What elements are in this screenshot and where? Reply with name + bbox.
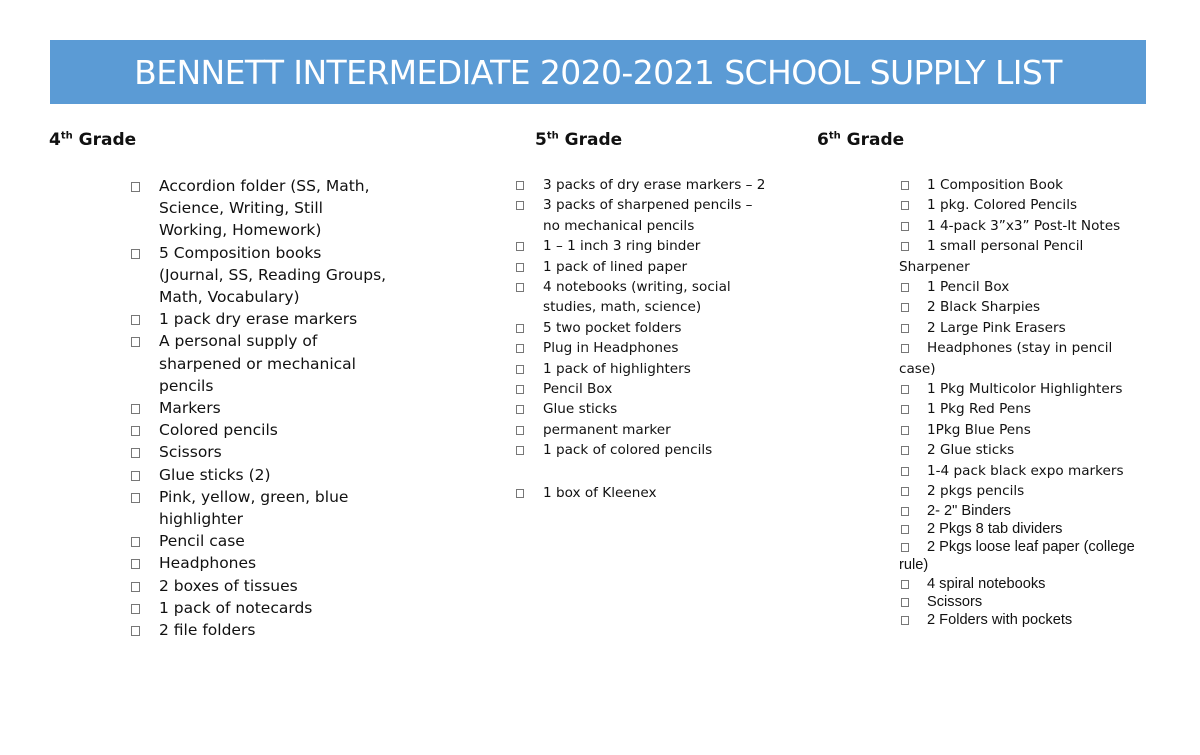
checkbox[interactable] [131, 337, 140, 347]
list-item: 4 notebooks (writing, social studies, math, science) [515, 277, 785, 318]
checkbox[interactable] [901, 405, 909, 414]
checkbox[interactable] [516, 242, 524, 251]
list-item: Pencil Box [515, 379, 785, 399]
checkbox[interactable] [516, 344, 524, 353]
checkbox[interactable] [131, 559, 140, 569]
list-item: 2 boxes of tissues [130, 575, 410, 597]
list-item: 5 Composition books (Journal, SS, Reading Groups, Math, Vocabulary) [130, 242, 410, 309]
checkbox[interactable] [131, 582, 140, 592]
checkbox[interactable] [901, 543, 909, 552]
checkbox[interactable] [901, 201, 909, 210]
checkbox[interactable] [131, 426, 140, 436]
checkbox[interactable] [901, 487, 909, 496]
checkbox[interactable] [516, 385, 524, 394]
list-item: 1 pack dry erase markers [130, 308, 410, 330]
list-item: 2 file folders [130, 619, 410, 641]
list-item: A personal supply of sharpened or mechanical pencils [130, 330, 410, 397]
checkbox[interactable] [901, 344, 909, 353]
list-item: 2 Glue sticks [899, 440, 1189, 460]
list-item: Plug in Headphones [515, 338, 785, 358]
list-item: 2 Large Pink Erasers [899, 318, 1189, 338]
checkbox[interactable] [901, 525, 909, 534]
checkbox[interactable] [516, 263, 524, 272]
checkbox[interactable] [516, 201, 524, 210]
checkbox[interactable] [516, 181, 524, 190]
checkbox[interactable] [901, 616, 909, 625]
list-item: 1Pkg Blue Pens [899, 420, 1189, 440]
list-item: Headphones [130, 552, 410, 574]
checkbox[interactable] [131, 493, 140, 503]
list-item: 4 spiral notebooks [899, 575, 1189, 593]
list-item: 1 pack of notecards [130, 597, 410, 619]
list-item: Scissors [130, 441, 410, 463]
list-item: 5 two pocket folders [515, 318, 785, 338]
list-item: Glue sticks [515, 399, 785, 419]
list-item: 1 box of Kleenex [515, 483, 785, 503]
checkbox[interactable] [131, 471, 140, 481]
checkbox[interactable] [901, 598, 909, 607]
grade-4-supply-list [130, 175, 410, 641]
grade-6-heading: 6th Grade [817, 130, 905, 150]
checkbox[interactable] [901, 467, 909, 476]
checkbox[interactable] [131, 182, 140, 192]
list-item: 3 packs of dry erase markers – 2 [515, 175, 785, 195]
checkbox[interactable] [516, 489, 524, 498]
list-item: 1 4-pack 3”x3” Post-It Notes [899, 216, 1189, 236]
list-item: Pink, yellow, green, blue highlighter [130, 486, 410, 530]
checkbox[interactable] [516, 426, 524, 435]
grade-6-supply-list [899, 175, 1189, 630]
grade-5-supply-list [515, 175, 785, 503]
list-spacer [515, 461, 785, 483]
grade-4-heading: 4th Grade [49, 130, 137, 150]
list-item: 1 pack of lined paper [515, 257, 785, 277]
list-item: 1 pack of colored pencils [515, 440, 785, 460]
list-item: permanent marker [515, 420, 785, 440]
list-item: 1 Pencil Box [899, 277, 1189, 297]
list-item: 2 Pkgs loose leaf paper (college rule) [899, 539, 1135, 574]
page-title: BENNETT INTERMEDIATE 2020-2021 SCHOOL SUPPLY LIST [134, 52, 1062, 92]
list-item: 2 pkgs pencils [899, 481, 1189, 501]
checkbox[interactable] [901, 283, 909, 292]
list-item: 2 Black Sharpies [899, 297, 1189, 317]
checkbox[interactable] [516, 365, 524, 374]
list-item: Markers [130, 397, 410, 419]
checkbox[interactable] [516, 405, 524, 414]
list-item: 2 Folders with pockets [899, 611, 1189, 629]
title-banner [50, 40, 1146, 104]
checkbox[interactable] [131, 604, 140, 614]
list-item: 1-4 pack black expo markers [899, 461, 1189, 481]
list-item: Glue sticks (2) [130, 464, 410, 486]
list-item: 2 Pkgs 8 tab dividers [899, 520, 1189, 538]
checkbox[interactable] [131, 404, 140, 414]
checkbox[interactable] [131, 626, 140, 636]
checkbox[interactable] [901, 507, 909, 516]
list-item: 1 pack of highlighters [515, 359, 785, 379]
checkbox[interactable] [131, 315, 140, 325]
list-item: Colored pencils [130, 419, 410, 441]
checkbox[interactable] [131, 249, 140, 259]
list-item: 2- 2" Binders [899, 502, 1189, 520]
list-item: Pencil case [130, 530, 410, 552]
checkbox[interactable] [901, 324, 909, 333]
checkbox[interactable] [516, 324, 524, 333]
list-item: Accordion folder (SS, Math, Science, Writing, Still Working, Homework) [130, 175, 410, 242]
checkbox[interactable] [901, 181, 909, 190]
list-item: 1 Pkg Red Pens [899, 399, 1189, 419]
list-item: 1 pkg. Colored Pencils [899, 195, 1189, 215]
list-item: 1 Pkg Multicolor Highlighters [899, 379, 1189, 399]
grade-5-heading: 5th Grade [535, 130, 623, 150]
list-item: Scissors [899, 593, 1189, 611]
checkbox[interactable] [131, 448, 140, 458]
checkbox[interactable] [901, 303, 909, 312]
checkbox[interactable] [901, 580, 909, 589]
checkbox[interactable] [901, 426, 909, 435]
list-item: 3 packs of sharpened pencils – no mechanical pencils [515, 195, 785, 236]
checkbox[interactable] [901, 446, 909, 455]
list-item: 1 Composition Book [899, 175, 1189, 195]
checkbox[interactable] [901, 222, 909, 231]
checkbox[interactable] [516, 446, 524, 455]
list-item: 1 – 1 inch 3 ring binder [515, 236, 785, 256]
checkbox[interactable] [901, 385, 909, 394]
checkbox[interactable] [901, 242, 909, 251]
checkbox[interactable] [516, 283, 524, 292]
list-item: Headphones (stay in pencil case) [899, 340, 1113, 377]
checkbox[interactable] [131, 537, 140, 547]
list-item: 1 small personal Pencil Sharpener [899, 238, 1084, 275]
